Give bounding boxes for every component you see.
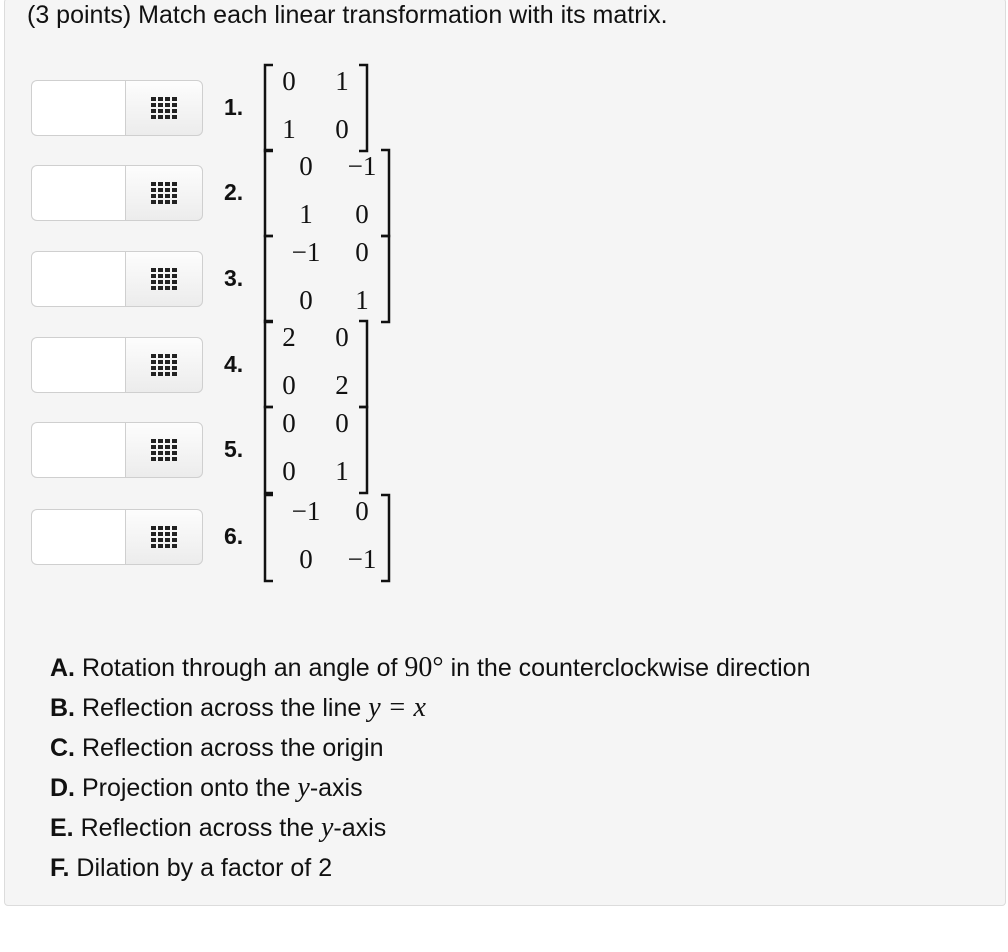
answer-menu-button-6[interactable] <box>125 509 203 565</box>
answer-input-4[interactable] <box>31 337 125 393</box>
answer-input-1[interactable] <box>31 80 125 136</box>
row-number: 1. <box>224 94 244 120</box>
matrix-cell: 0 <box>335 322 349 352</box>
answer-menu-button-5[interactable] <box>125 422 203 478</box>
option-d: D. Projection onto the y-axis <box>50 772 363 803</box>
grid-menu-icon <box>151 97 177 119</box>
matrix-4 <box>262 318 370 410</box>
matrix-2 <box>262 147 392 239</box>
matrix-1 <box>262 62 370 154</box>
matrix-cell: 2 <box>282 322 296 352</box>
matrix-cell: −1 <box>291 496 321 526</box>
grid-menu-icon <box>151 526 177 548</box>
matrix-cell: 0 <box>355 496 369 526</box>
row-number: 4. <box>224 351 244 377</box>
grid-menu-icon <box>151 354 177 376</box>
matrix-cell: 0 <box>355 199 369 229</box>
options-list <box>50 648 810 888</box>
answer-menu-button-3[interactable] <box>125 251 203 307</box>
matrix-6 <box>262 492 392 584</box>
matrix-cell: 1 <box>282 114 296 144</box>
option-f: F. Dilation by a factor of 2 <box>50 854 333 882</box>
matrix-3 <box>262 233 392 325</box>
answer-input-3[interactable] <box>31 251 125 307</box>
option-e: E. Reflection across the y-axis <box>50 812 387 843</box>
matrix-cell: 1 <box>335 66 349 96</box>
option-c: C. Reflection across the origin <box>50 734 384 762</box>
question-text: (3 points) Match each linear transformation with its matrix. <box>27 1 668 29</box>
answer-menu-button-1[interactable] <box>125 80 203 136</box>
matrix-cell: 0 <box>355 237 369 267</box>
answer-input-6[interactable] <box>31 509 125 565</box>
left-bracket <box>262 492 274 584</box>
matrix-cell: 0 <box>335 408 349 438</box>
grid-menu-icon <box>151 439 177 461</box>
option-b: B. Reflection across the line y = x <box>50 692 426 723</box>
matrix-cell: 1 <box>335 456 349 486</box>
matrix-cell: −1 <box>291 237 321 267</box>
row-number: 5. <box>224 436 244 462</box>
grid-menu-icon <box>151 268 177 290</box>
matrix-cell: 1 <box>299 199 313 229</box>
matrix-cell: 0 <box>335 114 349 144</box>
matrix-cell: −1 <box>347 151 377 181</box>
matrix-cell: 0 <box>299 544 313 574</box>
matrix-cell: 0 <box>282 370 296 400</box>
matrix-cell: 0 <box>299 151 313 181</box>
matrix-cell: 0 <box>299 285 313 315</box>
matrix-cell: 0 <box>282 408 296 438</box>
answer-menu-button-2[interactable] <box>125 165 203 221</box>
left-bracket <box>262 233 274 325</box>
row-number: 6. <box>224 523 244 549</box>
left-bracket <box>262 147 274 239</box>
row-number: 2. <box>224 179 244 205</box>
matrix-5 <box>262 404 370 496</box>
answer-input-2[interactable] <box>31 165 125 221</box>
answer-input-5[interactable] <box>31 422 125 478</box>
matrix-cell: 0 <box>282 456 296 486</box>
matrix-cell: 1 <box>355 285 369 315</box>
answer-menu-button-4[interactable] <box>125 337 203 393</box>
option-a: A. Rotation through an angle of 90° in the counterclockwise direction <box>50 652 811 683</box>
matrix-cell: 0 <box>282 66 296 96</box>
row-number: 3. <box>224 265 244 291</box>
matrix-cell: 2 <box>335 370 349 400</box>
grid-menu-icon <box>151 182 177 204</box>
matrix-cell: −1 <box>347 544 377 574</box>
